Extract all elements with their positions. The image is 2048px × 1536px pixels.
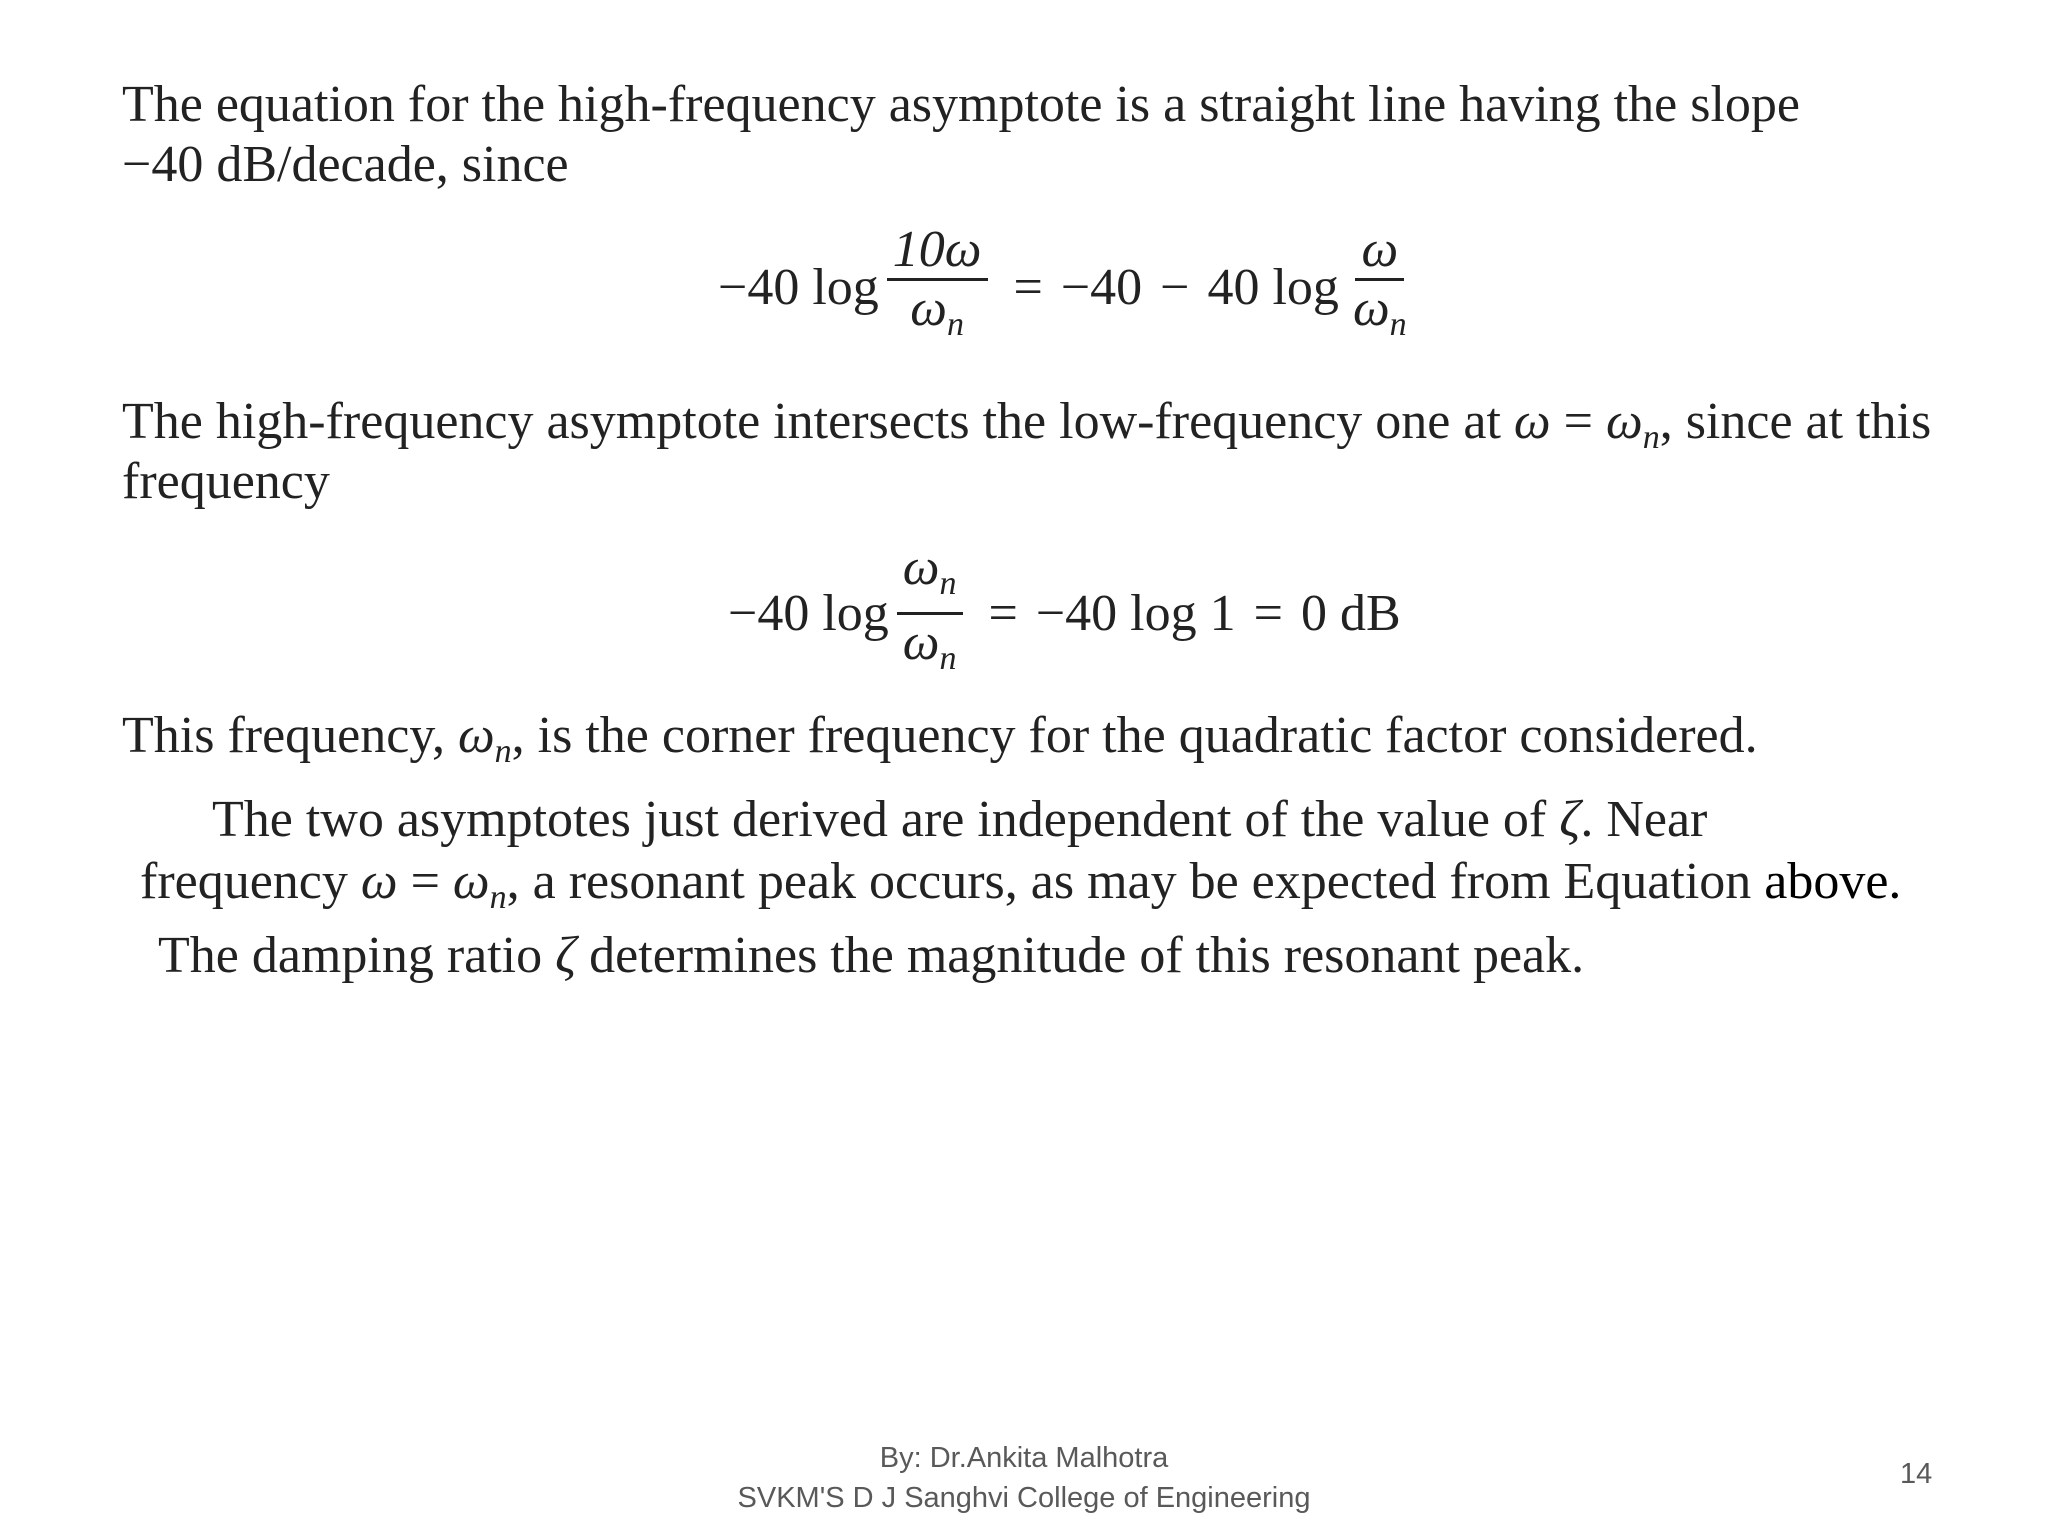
p3-omega-n-sub: n [494, 733, 512, 770]
p4-text-2: frequency [140, 853, 348, 910]
p4-equals: = [410, 853, 440, 910]
paragraph-1-line-1 [122, 75, 1800, 135]
p4-text-3: The damping ratio [158, 927, 543, 984]
eq2-lhs-coeff: −40 log [728, 585, 889, 642]
eq1-lhs-denominator: ω [910, 280, 947, 337]
p2-omega-n-sub: n [1642, 419, 1660, 456]
page-number: 14 [1900, 1458, 1933, 1490]
eq1-rhs-const: −40 [1060, 259, 1143, 316]
eq1-rhs-fraction [1347, 222, 1413, 353]
eq2-den-sub: n [939, 640, 957, 677]
eq2-middle: −40 log 1 [1035, 585, 1236, 642]
eq1-rhs-den-sub: n [1389, 306, 1407, 343]
footer-author-text: By: Dr.Ankita Malhotra [879, 1442, 1169, 1474]
paragraph-1-line-2 [122, 135, 569, 195]
p4-omega-n-sub: n [489, 879, 507, 916]
paragraph-4-line-3 [158, 926, 1584, 986]
p2-omega-n: ω [1605, 393, 1643, 450]
p4-omega-n: ω [452, 853, 490, 910]
eq2-fraction [897, 540, 963, 687]
eq2-equals-1: = [988, 585, 1018, 642]
p2-text-end: , since at this [1659, 393, 1932, 450]
eq1-lhs-numerator: 10ω [892, 221, 982, 278]
eq2-denominator: ω [902, 614, 940, 671]
p2-omega: ω [1513, 393, 1551, 450]
footer-author [0, 1438, 2048, 1478]
p4-zeta-2: ζ [555, 927, 577, 984]
paragraph-4-line-2 [140, 852, 1901, 928]
paragraph-1-text-2: −40 dB/decade, since [122, 136, 569, 193]
paragraph-2-text: The high-frequency asymptote intersects the low-frequency one at [122, 393, 1501, 450]
eq1-lhs-fraction [887, 222, 988, 353]
p4-text-3-end: determines the magnitude of this resonant peak. [589, 927, 1585, 984]
p4-text-1-end: . Near [1580, 791, 1708, 848]
eq1-lhs-coeff: −40 log [718, 259, 879, 316]
p4-above: above. [1764, 853, 1902, 910]
p4-omega: ω [360, 853, 398, 910]
paragraph-2-line-1 [122, 392, 1931, 468]
p2-equals: = [1563, 393, 1593, 450]
paragraph-2-line-2 [122, 452, 330, 512]
eq2-num-sub: n [939, 565, 957, 602]
p3-omega-n: ω [457, 707, 495, 764]
eq1-lhs-den-sub: n [947, 306, 964, 343]
footer-institution-text: SVKM'S D J Sanghvi College of Engineering [737, 1482, 1311, 1514]
paragraph-3 [122, 706, 1758, 782]
eq1-equals: = [1013, 259, 1043, 316]
paragraph-1-text: The equation for the high-frequency asymptote is a straight line having the slope [122, 76, 1800, 133]
eq1-rhs-coeff: 40 log [1207, 259, 1339, 316]
eq1-minus: − [1160, 259, 1190, 316]
eq1-rhs-numerator: ω [1361, 221, 1399, 278]
p3-text-start: This frequency, [122, 707, 445, 764]
equation-1 [718, 222, 1421, 353]
eq1-rhs-denominator: ω [1352, 280, 1390, 337]
eq2-numerator: ω [902, 539, 940, 596]
eq2-result: 0 dB [1300, 585, 1401, 642]
paragraph-2-text-2: frequency [122, 453, 330, 510]
p3-text-end: , is the corner frequency for the quadratic factor considered. [511, 707, 1758, 764]
p4-text-2-mid: , a resonant peak occurs, as may be expected from Equation [506, 853, 1752, 910]
p4-zeta: ζ [1559, 791, 1581, 848]
eq2-equals-2: = [1253, 585, 1283, 642]
footer-institution [0, 1478, 2048, 1518]
equation-2 [728, 540, 1401, 687]
p4-text-1: The two asymptotes just derived are independent of the value of [212, 791, 1547, 848]
paragraph-4-line-1 [212, 790, 1707, 850]
